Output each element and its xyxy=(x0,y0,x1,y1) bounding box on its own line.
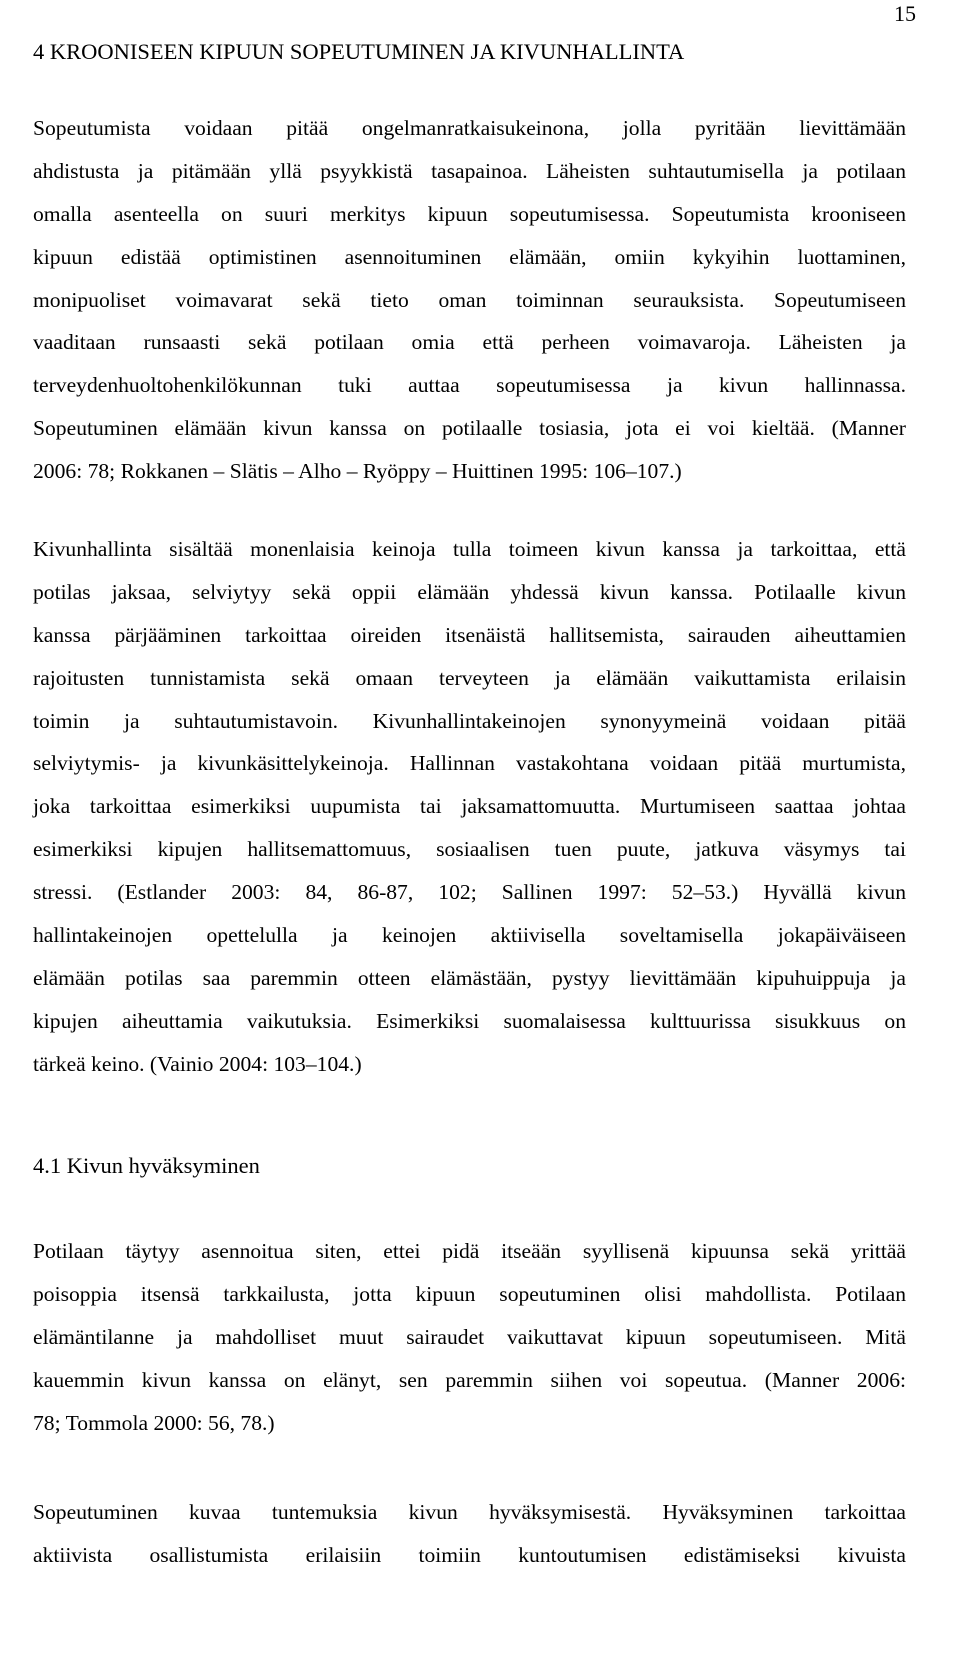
paragraph-line: Sopeutumista voidaan pitää ongelmanratkaisukeinona, jolla pyritään lievittämään xyxy=(33,116,906,140)
paragraph-line: selviytymis- ja kivunkäsittelykeinoja. Hallinnan vastakohtana voidaan pitää murtumista, xyxy=(33,751,906,776)
paragraph-line: hallintakeinojen opettelulla ja keinojen aktiivisella soveltamisella jokapäiväiseen xyxy=(33,923,906,948)
paragraph-line: poisoppia itsensä tarkkailusta, jotta kipuun sopeutuminen olisi mahdollista. Potilaan xyxy=(33,1281,906,1306)
paragraph-acceptance xyxy=(33,1230,906,1444)
paragraph-acceptance-continued xyxy=(33,1491,906,1577)
chapter-heading: 4 KROONISEEN KIPUUN SOPEUTUMINEN JA KIVUNHALLINTA xyxy=(33,39,685,64)
paragraph-line: Sopeutuminen elämään kivun kanssa on potilaalle tosiasia, jota ei voi kieltää. (Manner xyxy=(33,416,906,441)
paragraph-line: kipujen aiheuttamia vaikutuksia. Esimerkiksi suomalaisessa kulttuurissa sisukkuus on xyxy=(33,1008,906,1033)
paragraph-line: ahdistusta ja pitämään yllä psyykkistä tasapainoa. Läheisten suhtautumisella ja potilaan xyxy=(33,158,906,183)
paragraph-line: kanssa pärjääminen tarkoittaa oireiden itsenäistä hallitsemista, sairauden aiheuttamien xyxy=(33,622,906,647)
paragraph-line: potilas jaksaa, selviytyy sekä oppii elämään yhdessä kivun kanssa. Potilaalle kivun xyxy=(33,579,906,604)
page-number: 15 xyxy=(894,1,916,26)
paragraph-line: Sopeutuminen kuvaa tuntemuksia kivun hyväksymisestä. Hyväksyminen tarkoittaa xyxy=(33,1500,906,1524)
paragraph-line: 2006: 78; Rokkanen – Slätis – Alho – Ryöppy – Huittinen 1995: 106–107.) xyxy=(33,459,682,484)
paragraph-line: Potilaan täytyy asennoitua siten, ettei pidä itseään syyllisenä kipuunsa sekä yrittää xyxy=(33,1239,906,1263)
paragraph-adaptation xyxy=(33,107,906,493)
paragraph-pain-management xyxy=(33,528,906,1086)
paragraph-line: esimerkiksi kipujen hallitsemattomuus, sosiaalisen tuen puute, jatkuva väsymys tai xyxy=(33,837,906,862)
paragraph-line: elämäntilanne ja mahdolliset muut sairaudet vaikuttavat kipuun sopeutumiseen. Mitä xyxy=(33,1324,906,1349)
paragraph-line: stressi. (Estlander 2003: 84, 86-87, 102; Sallinen 1997: 52–53.) Hyvällä kivun xyxy=(33,880,906,905)
paragraph-line: omalla asenteella on suuri merkitys kipuun sopeutumisessa. Sopeutumista krooniseen xyxy=(33,201,906,226)
paragraph-line: toimin ja suhtautumistavoin. Kivunhallintakeinojen synonyymeinä voidaan pitää xyxy=(33,708,906,733)
paragraph-line: kipuun edistää optimistinen asennoituminen elämään, omiin kykyihin luottaminen, xyxy=(33,244,906,269)
paragraph-line: Kivunhallinta sisältää monenlaisia keinoja tulla toimeen kivun kanssa ja tarkoittaa, että xyxy=(33,537,906,561)
paragraph-line: rajoitusten tunnistamista sekä omaan terveyteen ja elämään vaikuttamista erilaisin xyxy=(33,665,906,690)
paragraph-line: joka tarkoittaa esimerkiksi uupumista tai jaksamattomuutta. Murtumiseen saattaa johtaa xyxy=(33,794,906,819)
paragraph-line: 78; Tommola 2000: 56, 78.) xyxy=(33,1410,275,1435)
paragraph-line: elämään potilas saa paremmin otteen elämästään, pystyy lievittämään kipuhuippuja ja xyxy=(33,965,906,990)
paragraph-line: vaaditaan runsaasti sekä potilaan omia että perheen voimavaroja. Läheisten ja xyxy=(33,330,906,355)
section-heading: 4.1 Kivun hyväksyminen xyxy=(33,1153,260,1178)
paragraph-line: tärkeä keino. (Vainio 2004: 103–104.) xyxy=(33,1051,362,1076)
paragraph-line: monipuoliset voimavarat sekä tieto oman toiminnan seurauksista. Sopeutumiseen xyxy=(33,287,906,312)
paragraph-line: terveydenhuoltohenkilökunnan tuki auttaa sopeutumisessa ja kivun hallinnassa. xyxy=(33,373,906,398)
paragraph-line: kauemmin kivun kanssa on elänyt, sen paremmin siihen voi sopeutua. (Manner 2006: xyxy=(33,1367,906,1392)
paragraph-line: aktiivista osallistumista erilaisiin toimiin kuntoutumisen edistämiseksi kivuista xyxy=(33,1542,906,1567)
